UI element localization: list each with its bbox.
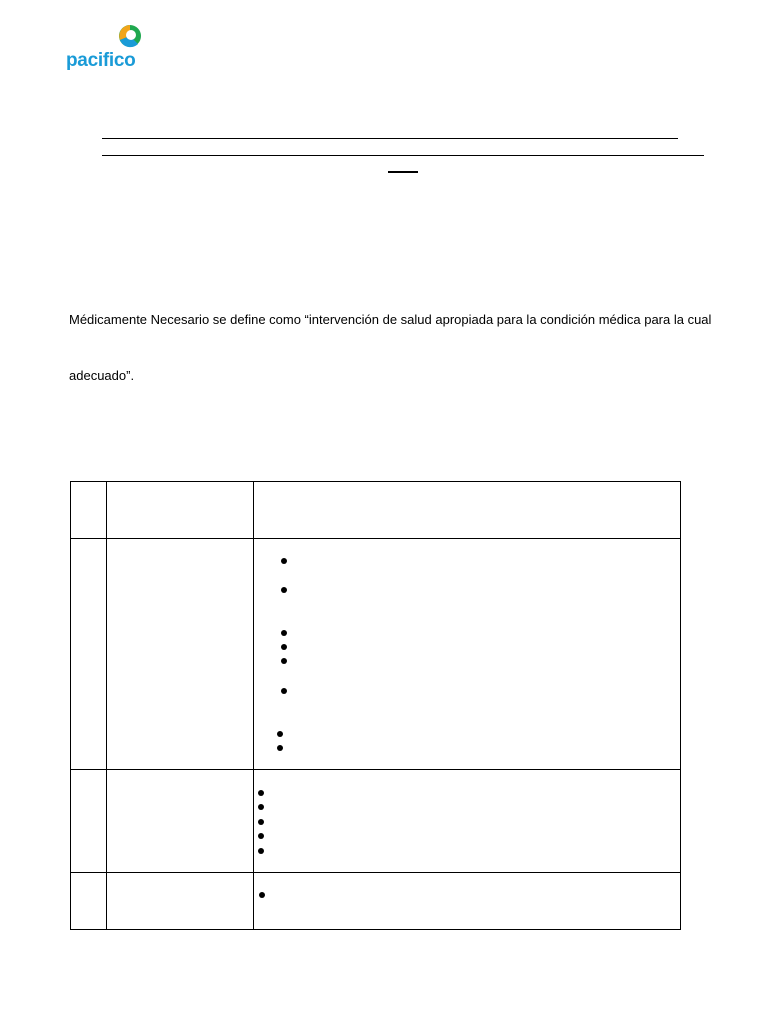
- table-cell: [71, 873, 107, 930]
- bullet-point: [258, 790, 264, 796]
- table-cell: [107, 770, 254, 873]
- table-cell: [71, 539, 107, 770]
- table-cell-bullets: [254, 539, 681, 770]
- criteria-table: [70, 481, 681, 930]
- bullet-point: [259, 892, 265, 898]
- bullet-point: [281, 630, 287, 636]
- bullet-point: [258, 819, 264, 825]
- table-row: [71, 770, 681, 873]
- table-cell: [107, 539, 254, 770]
- table-header-cell: [107, 482, 254, 539]
- table-row: [71, 873, 681, 930]
- bullet-point: [258, 848, 264, 854]
- bullet-point: [277, 731, 283, 737]
- definition-paragraph-line-2: adecuado”.: [69, 368, 135, 383]
- bullet-point: [258, 804, 264, 810]
- title-rule-bottom: [102, 155, 704, 156]
- table-cell: [71, 770, 107, 873]
- bullet-point: [277, 745, 283, 751]
- bullet-point: [281, 658, 287, 664]
- pacifico-logo-mark: [118, 24, 142, 48]
- table-cell-bullets: [254, 770, 681, 873]
- pacifico-logo: [66, 24, 146, 74]
- pacifico-wordmark: pacifico: [66, 50, 136, 71]
- table-cell: [107, 873, 254, 930]
- bullet-point: [281, 587, 287, 593]
- table-header-row: [71, 482, 681, 539]
- bullet-point: [281, 558, 287, 564]
- title-rule-top: [102, 138, 678, 139]
- table-header-cell: [254, 482, 681, 539]
- table-row: [71, 539, 681, 770]
- title-short-rule: [388, 171, 418, 173]
- table-header-cell: [71, 482, 107, 539]
- bullet-point: [281, 644, 287, 650]
- bullet-point: [281, 688, 287, 694]
- bullet-point: [258, 833, 264, 839]
- definition-paragraph-line-1: Médicamente Necesario se define como “intervención de salud apropiada para la condición médica para la cual: [69, 312, 712, 327]
- table-cell-bullets: [254, 873, 681, 930]
